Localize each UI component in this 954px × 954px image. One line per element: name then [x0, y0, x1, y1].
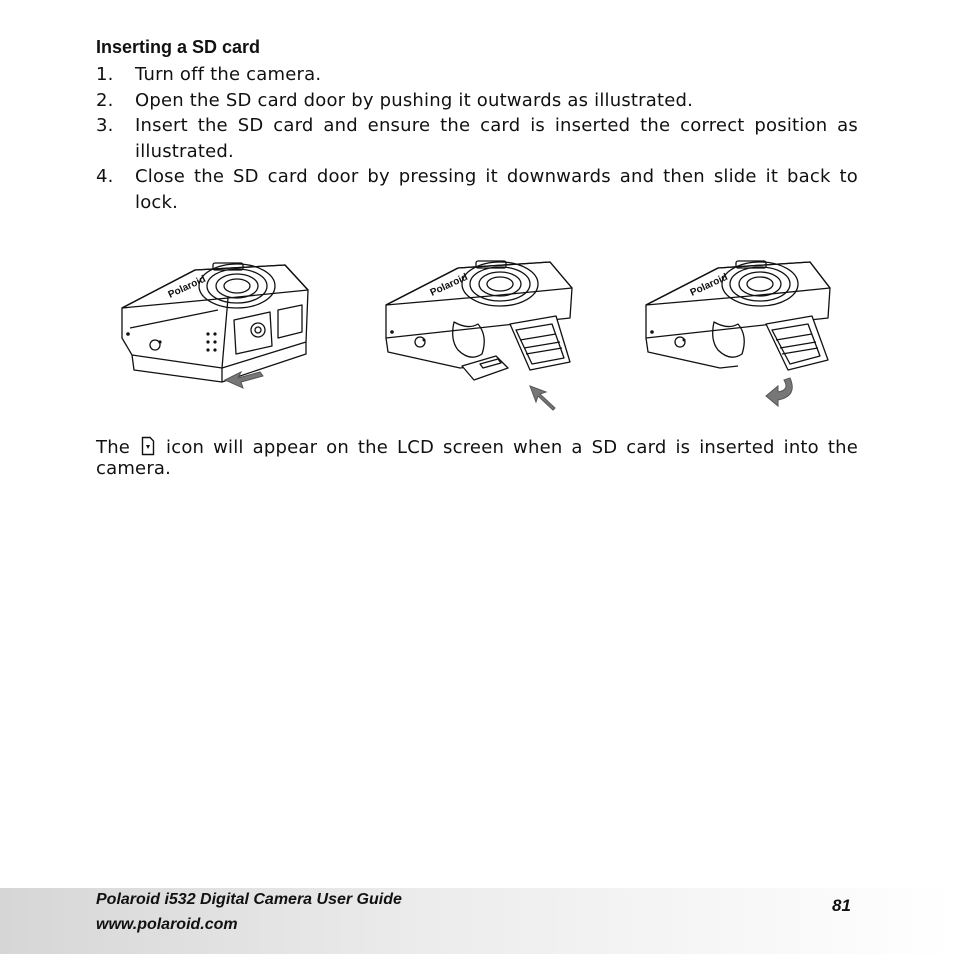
insert-arrow-icon	[530, 386, 555, 410]
page-number: 81	[832, 896, 851, 915]
note-text-before: The	[96, 437, 131, 458]
step-text: Close the SD card door by pressing it downwards and then slide it back to lock.	[135, 166, 858, 213]
step-item	[96, 113, 858, 164]
step-number: 3.	[96, 115, 114, 136]
step-text: Insert the SD card and ensure the card is inserted the correct position as illustrated.	[135, 115, 858, 162]
step-item	[96, 88, 858, 114]
step-number: 1.	[96, 64, 114, 85]
sd-icon-note	[96, 436, 858, 479]
camera-illustration-close-door	[640, 250, 840, 410]
brand-logo: Polaroid	[688, 271, 730, 299]
page-footer	[0, 888, 954, 954]
camera-illustration-open-door	[110, 250, 320, 400]
curved-arrow-icon	[766, 378, 792, 406]
camera-illustration-insert-card	[380, 250, 580, 415]
brand-logo: Polaroid	[428, 271, 470, 299]
section-heading: Inserting a SD card	[96, 37, 261, 57]
step-item	[96, 164, 858, 215]
footer-url[interactable]: www.polaroid.com	[96, 916, 238, 933]
step-number: 2.	[96, 89, 114, 111]
steps-list	[96, 62, 858, 215]
step-number: 4.	[96, 166, 114, 187]
note-text-after: icon will appear on the LCD screen when a SD card is inserted into the camera.	[96, 437, 859, 479]
step-text: Open the SD card door by pushing it outwards as illustrated.	[135, 89, 694, 111]
footer-title: Polaroid i532 Digital Camera User Guide	[96, 891, 402, 908]
brand-logo: Polaroid	[166, 273, 208, 301]
illustrations-row	[110, 250, 850, 410]
sd-card-icon	[141, 436, 155, 456]
step-item	[96, 62, 858, 88]
step-text: Turn off the camera.	[135, 64, 322, 85]
